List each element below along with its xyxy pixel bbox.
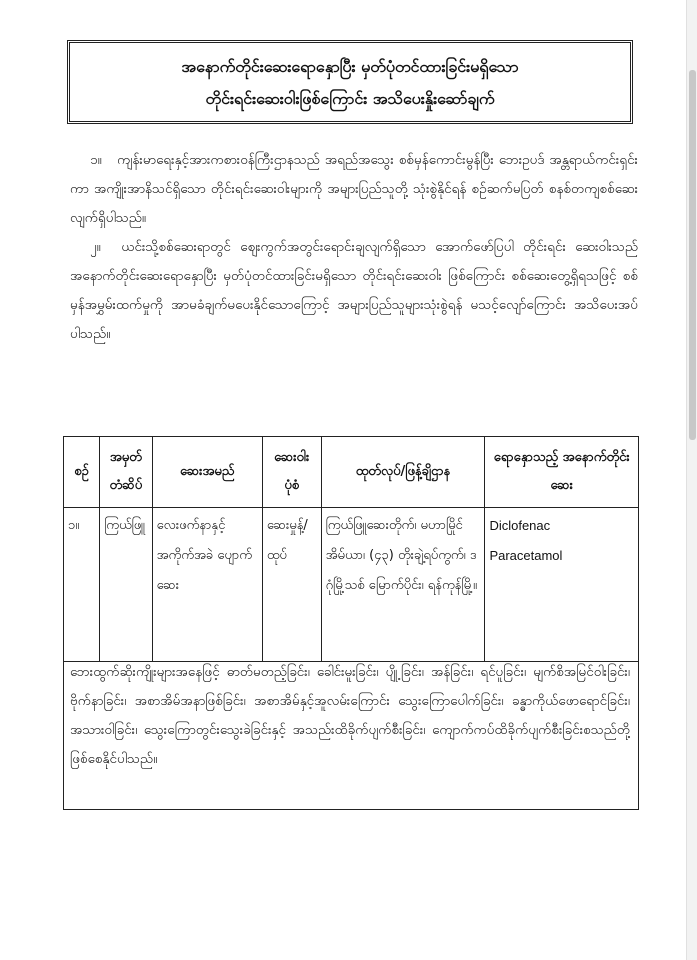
- scrollbar-thumb[interactable]: [689, 70, 696, 440]
- header-form: ဆေးဝါးပုံစံ: [262, 437, 321, 508]
- paragraph-2: [70, 233, 638, 349]
- table-header-row: [64, 437, 639, 508]
- ingredient-1: Diclofenac: [489, 518, 551, 533]
- header-reg: အမှတ်တံဆိပ်: [100, 437, 153, 508]
- title-line-2: တိုင်းရင်းဆေးဝါးဖြစ်ကြောင်း အသိပေးနှိုးဆော်ချက်: [205, 89, 495, 108]
- header-no: စဉ်: [64, 437, 100, 508]
- cell-form: ဆေးမှုန့်/ထုပ်: [262, 508, 321, 662]
- cell-no: ၁။: [64, 508, 100, 662]
- cell-manufacturer: ကြယ်ဖြူဆေးတိုက်၊ မဟာမြိုင်အိမ်ယာ၊ (၄၃) တိုးချဲ့ရပ်ကွက်၊ ဒဂုံမြို့သစ် မြောက်ပိုင်း၊ ရန်ကုန်မြို့။: [321, 508, 485, 662]
- paragraph-2-text: ယင်းသို့စစ်ဆေးရာတွင် ဈေးကွက်အတွင်းရောင်းချလျက်ရှိသော အောက်ဖော်ပြပါ တိုင်းရင်း ဆေးဝါးသည် အနောက်တိုင်းဆေးရောနှောပြီး မှတ်ပုံတင်ထားခြင်းမရှိသော တိုင်းရင်းဆေးဝါး ဖြစ်ကြောင်း စစ်ဆေးတွေ့ရှိရသဖြင့် စစ်မှန်အမွှမ်းထက်မှုကို အာမခံချက်မပေးနိုင်သောကြောင့် အများပြည်သူများသုံးစွဲရန် မသင့်လျော်ကြောင်း အသိပေးအပ်ပါသည်။: [70, 239, 638, 342]
- header-manufacturer: ထုတ်လုပ်/ဖြန့်ချိဌာန: [321, 437, 485, 508]
- title-box: [67, 40, 633, 124]
- title-line-1: အနောက်တိုင်းဆေးရောနှောပြီး မှတ်ပုံတင်ထားခြင်းမရှိသော: [181, 57, 519, 76]
- paragraph-1-number: ၁။: [90, 152, 102, 168]
- page-scrollbar[interactable]: [686, 0, 697, 960]
- paragraph-2-number: ၂။: [90, 239, 101, 255]
- drug-table: [63, 436, 639, 662]
- side-effects-text: ဘေးထွက်ဆိုးကျိုးများအနေဖြင့် ဓာတ်မတည့်ခြင်း၊ ခေါင်းမူးခြင်း၊ ပျို့ခြင်း၊ အန်ခြင်း၊ ရင်ပူခြင်း၊ မျက်စိအမြင်ဝါးခြင်း၊ ဗိုက်နာခြင်း၊ အစာအိမ်အနာဖြစ်ခြင်း၊ အစာအိမ်နှင့်အူလမ်းကြောင်း သွေးကြောပေါက်ခြင်း၊ ခန္ဓာကိုယ်ဖောရောင်ခြင်း၊ အသားဝါခြင်း၊ သွေးကြောတွင်းသွေးခဲခြင်းနှင့် အသည်းထိခိုက်ပျက်စီးခြင်း၊ ကျောက်ကပ်ထိခိုက်ပျက်စီးခြင်းစသည်တို့ ဖြစ်စေနိုင်ပါသည်။: [70, 664, 630, 767]
- ingredient-2: Paracetamol: [489, 548, 563, 563]
- cell-ingredients: [485, 508, 639, 662]
- header-name: ဆေးအမည်: [152, 437, 262, 508]
- cell-reg: ကြယ်ဖြူ: [100, 508, 153, 662]
- header-ingredients: ရောနှောသည့် အနောက်တိုင်းဆေး: [485, 437, 639, 508]
- table-row: [64, 508, 639, 662]
- paragraph-1-text: ကျန်းမာရေးနှင့်အားကစားဝန်ကြီးဌာနသည် အရည်အသွေး စစ်မှန်ကောင်းမွန်ပြီး ဘေးဥပဒ် အန္တရာယ်ကင်းရှင်းကာ အကျိုးအာနိသင်ရှိသော တိုင်းရင်းဆေးဝါးများကို အများပြည်သူတို့ သုံးစွဲနိုင်ရန် စဉ်ဆက်မပြတ် စနစ်တကျစစ်ဆေးလျက်ရှိပါသည်။: [70, 152, 638, 226]
- cell-name: လေးဖက်နာနှင့် အကိုက်အခဲ ပျောက်ဆေး: [152, 508, 262, 662]
- paragraph-1: [70, 146, 638, 233]
